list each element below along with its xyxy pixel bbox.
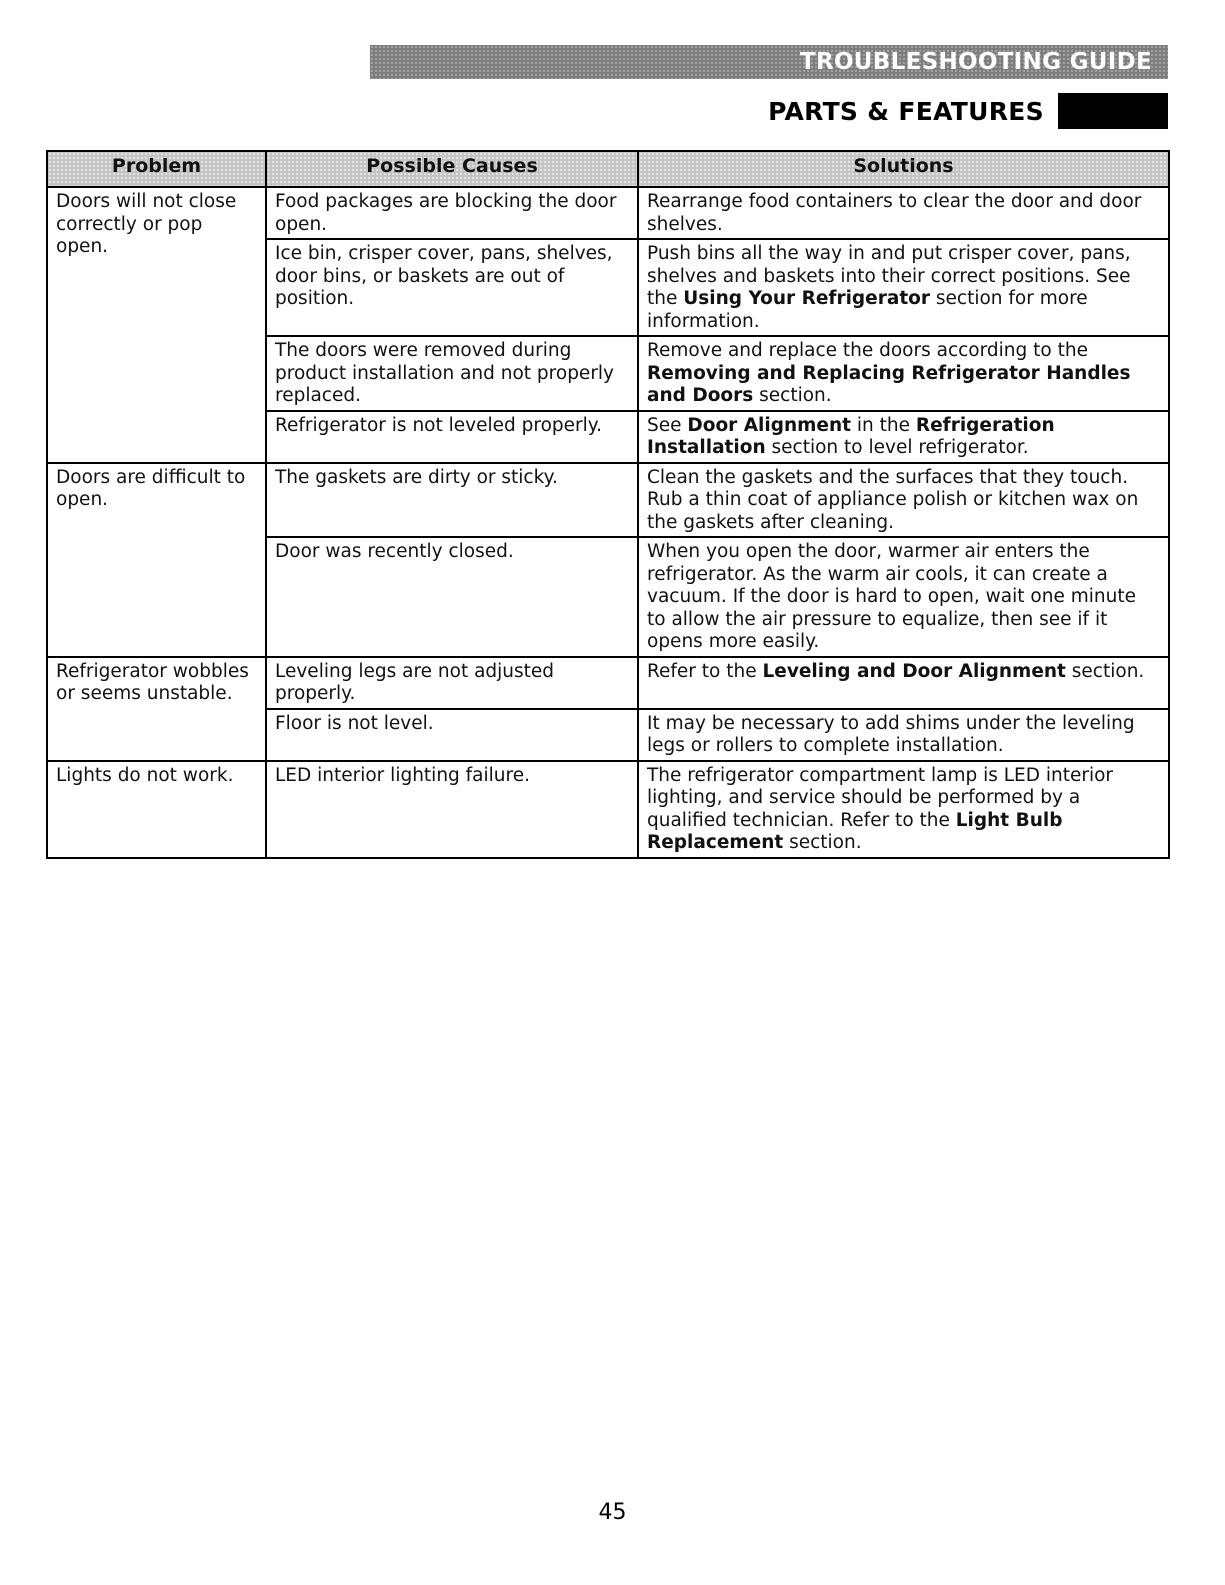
solution-cell (638, 463, 1169, 538)
solution-text: Remove and replace the doors according to the (647, 340, 1088, 361)
solution-cell (638, 411, 1169, 463)
solution-cell (638, 187, 1169, 239)
table-row (47, 761, 1169, 858)
solution-text: section to level refrigerator. (765, 437, 1029, 458)
cause-cell: Refrigerator is not leveled properly. (266, 411, 638, 463)
solution-text: See (647, 414, 688, 436)
solution-text: Clean the gaskets and the surfaces that they touch. Rub a thin coat of appliance polish or kitchen wax on the gaskets after cleaning. (647, 466, 1139, 533)
troubleshooting-guide-banner: TROUBLESHOOTING GUIDE (370, 45, 1168, 79)
section-reference: Removing and Replacing Refrigerator Handles and Doors (647, 362, 1131, 406)
solution-text: When you open the door, warmer air enters the refrigerator. As the warm air cools, it can create a vacuum. If the door is hard to open, wait one minute to allow the air pressure to equalize, then see if it opens more easily. (647, 541, 1136, 652)
solution-text: section. (783, 832, 862, 853)
solution-cell (638, 239, 1169, 336)
section-reference: Light Bulb Replacement (647, 809, 1063, 853)
cause-cell: Leveling legs are not adjusted properly. (266, 657, 638, 709)
solution-text: Push bins all the way in and put crisper cover, pans, shelves and baskets into their correct positions. See the (647, 243, 1131, 309)
solution-text: section. (1065, 660, 1145, 682)
header-possible-causes: Possible Causes (266, 151, 638, 187)
section-title: PARTS & FEATURES (768, 96, 1044, 126)
cause-cell: LED interior lighting failure. (266, 761, 638, 858)
header-problem: Problem (47, 151, 266, 187)
cause-cell: Door was recently closed. (266, 537, 638, 657)
solution-cell (638, 336, 1169, 411)
section-reference: Door Alignment (687, 414, 851, 436)
problem-cell: Doors will not close correctly or pop open. (47, 187, 266, 463)
problem-cell: Lights do not work. (47, 761, 266, 858)
solution-cell (638, 761, 1169, 858)
cause-cell: The gaskets are dirty or sticky. (266, 463, 638, 538)
cause-cell: The doors were removed during product installation and not properly replaced. (266, 336, 638, 411)
cause-cell: Ice bin, crisper cover, pans, shelves, door bins, or baskets are out of position. (266, 239, 638, 336)
solution-text: The refrigerator compartment lamp is LED interior lighting, and service should be performed by a qualified technician. Refer to the (647, 764, 1114, 831)
solution-text: section. (753, 385, 832, 406)
section-reference: Leveling and Door Alignment (762, 660, 1066, 682)
problem-cell: Doors are difficult to open. (47, 463, 266, 657)
troubleshooting-table (46, 150, 1170, 859)
solution-cell (638, 709, 1169, 761)
cause-cell: Food packages are blocking the door open. (266, 187, 638, 239)
table-row (47, 463, 1169, 538)
table-row (47, 657, 1169, 709)
table-body (47, 187, 1169, 858)
table-row (47, 187, 1169, 239)
solution-text: section for more information. (647, 288, 1088, 332)
solution-cell (638, 657, 1169, 709)
solution-text: Rearrange food containers to clear the door and door shelves. (647, 191, 1142, 235)
header-solutions: Solutions (638, 151, 1169, 187)
solution-text: in the (850, 414, 916, 436)
section-heading (768, 93, 1168, 129)
section-tab-marker (1058, 93, 1168, 129)
solution-cell (638, 537, 1169, 657)
solution-text: It may be necessary to add shims under the leveling legs or rollers to complete installation. (647, 712, 1135, 756)
table-header-row (47, 151, 1169, 187)
page-number: 45 (598, 1500, 627, 1525)
problem-cell: Refrigerator wobbles or seems unstable. (47, 657, 266, 761)
cause-cell: Floor is not level. (266, 709, 638, 761)
section-reference: Refrigeration Installation (647, 414, 1055, 458)
section-reference: Using Your Refrigerator (683, 288, 931, 309)
solution-text: Refer to the (647, 660, 763, 682)
